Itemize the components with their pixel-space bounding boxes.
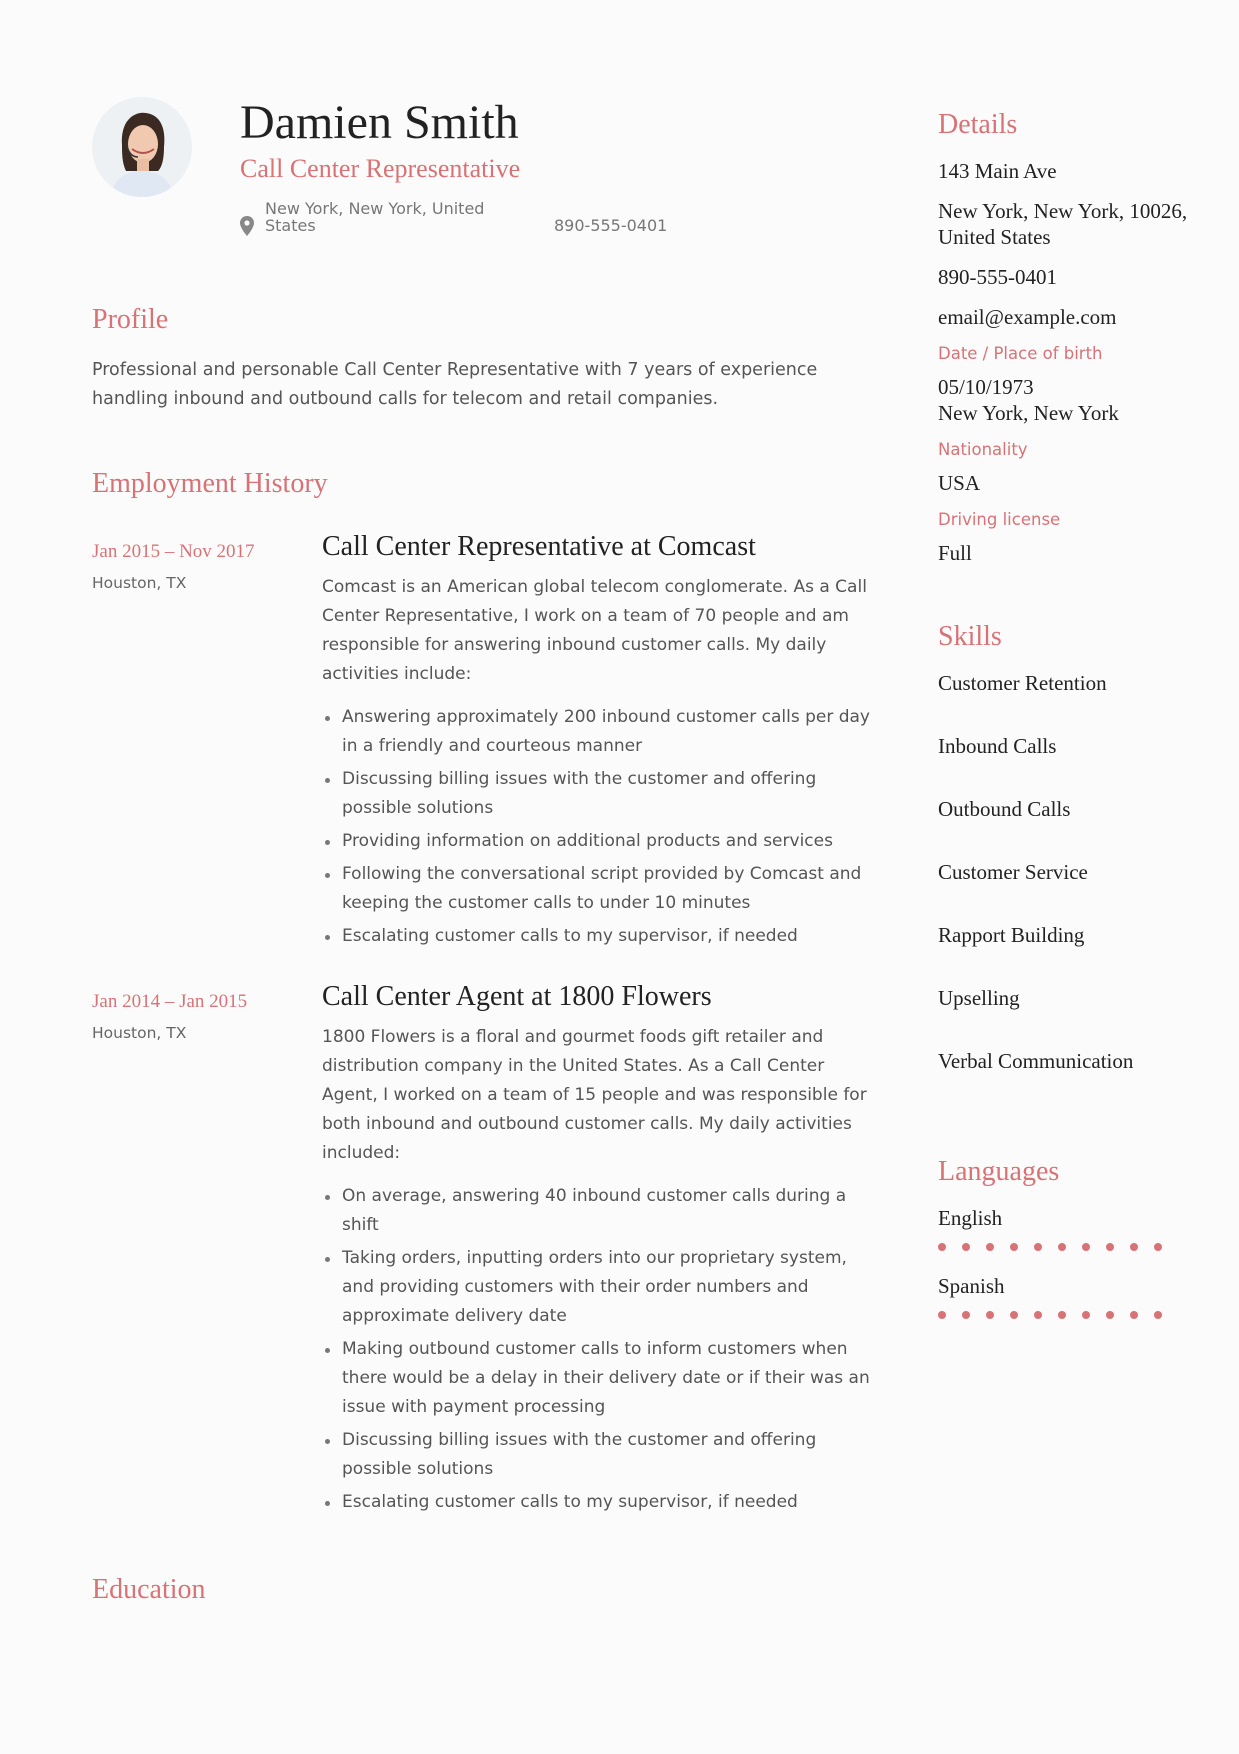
nationality-label: Nationality <box>938 440 1028 459</box>
profile-photo-icon <box>92 97 192 197</box>
level-dot <box>1130 1311 1138 1319</box>
level-dot <box>1106 1243 1114 1251</box>
list-item: Discussing billing issues with the customer and offering possible solutions <box>322 765 872 823</box>
job-description: 1800 Flowers is a floral and gourmet foods gift retailer and distribution company in the United States. As a Call Center Agent, I worked on a team of 15 people and was responsible for both inbound and outbound customer calls. My daily activities included: <box>322 1027 867 1163</box>
list-item: Discussing billing issues with the customer and offering possible solutions <box>322 1426 872 1484</box>
job-duties-list <box>322 1182 872 1517</box>
details-heading: Details <box>938 109 1018 140</box>
list-item: Escalating customer calls to my supervisor, if needed <box>322 1488 872 1517</box>
address-line2: New York, New York, 10026, United States <box>938 199 1188 249</box>
level-dot <box>1130 1243 1138 1251</box>
header-phone: 890-555-0401 <box>554 216 668 235</box>
location-pin-icon <box>240 216 254 236</box>
list-item: On average, answering 40 inbound customer calls during a shift <box>322 1182 872 1240</box>
job-dates: Jan 2014 – Jan 2015 <box>92 991 248 1012</box>
list-item: Escalating customer calls to my supervisor, if needed <box>322 922 872 951</box>
details-phone: 890-555-0401 <box>938 265 1057 289</box>
level-dot <box>1106 1311 1114 1319</box>
level-dot <box>1058 1311 1066 1319</box>
language-level-dots <box>938 1243 1198 1251</box>
job-city: Houston, TX <box>92 1024 187 1042</box>
level-dot <box>938 1311 946 1319</box>
profile-heading: Profile <box>92 304 169 335</box>
skill-item: Verbal Communication <box>938 1049 1134 1073</box>
level-dot <box>986 1311 994 1319</box>
level-dot <box>1082 1243 1090 1251</box>
level-dot <box>1010 1311 1018 1319</box>
list-item: Providing information on additional products and services <box>322 827 872 856</box>
address-line1: 143 Main Ave <box>938 159 1057 183</box>
level-dot <box>1058 1243 1066 1251</box>
nationality-value: USA <box>938 471 981 495</box>
candidate-name: Damien Smith <box>240 96 519 149</box>
job-title: Call Center Representative at Comcast <box>322 531 756 562</box>
employment-heading: Employment History <box>92 468 328 499</box>
job-duties-list <box>322 703 872 951</box>
details-email: email@example.com <box>938 305 1117 329</box>
list-item: Taking orders, inputting orders into our proprietary system, and providing customers with their order numbers and approximate delivery date <box>322 1244 872 1331</box>
job-city: Houston, TX <box>92 574 187 592</box>
skill-item: Outbound Calls <box>938 797 1071 821</box>
dob-value: 05/10/1973 <box>938 375 1034 399</box>
list-item: Answering approximately 200 inbound customer calls per day in a friendly and courteous manner <box>322 703 872 761</box>
skill-item: Rapport Building <box>938 923 1085 947</box>
level-dot <box>962 1243 970 1251</box>
skills-heading: Skills <box>938 621 1002 652</box>
language-name: English <box>938 1206 1003 1230</box>
level-dot <box>1034 1243 1042 1251</box>
license-value: Full <box>938 541 972 565</box>
list-item: Following the conversational script provided by Comcast and keeping the customer calls to under 10 minutes <box>322 860 872 918</box>
dob-label: Date / Place of birth <box>938 344 1103 363</box>
sidebar <box>938 108 1198 1341</box>
skill-item: Inbound Calls <box>938 734 1057 758</box>
level-dot <box>1010 1243 1018 1251</box>
level-dot <box>1154 1311 1162 1319</box>
languages-heading: Languages <box>938 1156 1060 1187</box>
level-dot <box>1082 1311 1090 1319</box>
list-item: Making outbound customer calls to inform customers when there would be a delay in their delivery date or if their was an issue with payment processing <box>322 1335 872 1422</box>
language-level-dots <box>938 1311 1198 1319</box>
license-label: Driving license <box>938 510 1061 529</box>
candidate-title: Call Center Representative <box>240 154 521 183</box>
job-dates: Jan 2015 – Nov 2017 <box>92 541 255 562</box>
level-dot <box>938 1243 946 1251</box>
level-dot <box>962 1311 970 1319</box>
birthplace-value: New York, New York <box>938 401 1119 425</box>
level-dot <box>1154 1243 1162 1251</box>
profile-text: Professional and personable Call Center Representative with 7 years of experience handling inbound and outbound calls for telecom and retail companies. <box>92 360 818 409</box>
skill-item: Customer Retention <box>938 671 1107 695</box>
header-location: New York, New York, United States <box>265 199 485 235</box>
level-dot <box>986 1243 994 1251</box>
job-title: Call Center Agent at 1800 Flowers <box>322 981 712 1012</box>
education-heading: Education <box>92 1574 206 1605</box>
job-description: Comcast is an American global telecom conglomerate. As a Call Center Representative, I work on a team of 70 people and am responsible for answering inbound customer calls. My daily activities include: <box>322 577 867 684</box>
language-name: Spanish <box>938 1274 1005 1298</box>
level-dot <box>1034 1311 1042 1319</box>
avatar <box>92 97 192 197</box>
skill-item: Customer Service <box>938 860 1088 884</box>
skill-item: Upselling <box>938 986 1020 1010</box>
